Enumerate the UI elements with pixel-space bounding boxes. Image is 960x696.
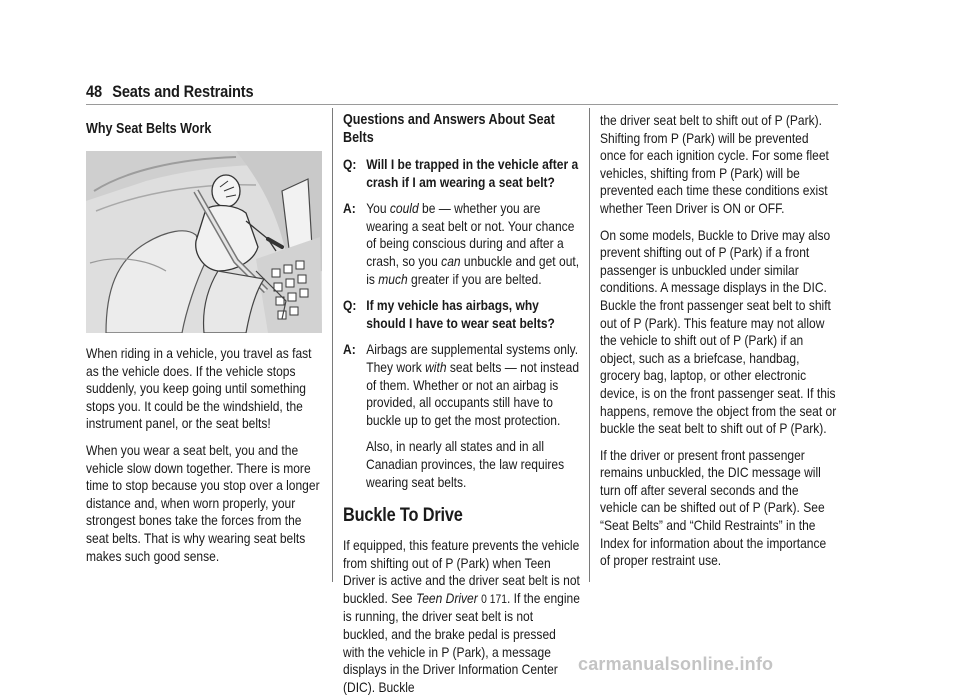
- column-divider: [332, 108, 333, 582]
- answer-label: A:: [343, 200, 356, 217]
- indented-note: Also, in nearly all states and in all Canadian provinces, the law requires wearing seat belts.: [366, 438, 565, 490]
- watermark: carmanualsonline.info: [578, 654, 774, 674]
- paragraph: When riding in a vehicle, you travel as fast as the vehicle does. If the vehicle stops suddenly, you keep going until something stops you. It could be the windshield, the instrument panel, or the seat belts!: [86, 345, 312, 432]
- paragraph: If equipped, this feature prevents the vehicle from shifting out of P (Park) when Teen Driver is active and the driver seat belt is not buckled. See Teen Driver 0 171. If the engine is running, the driver seat belt is not buckled, and the brake pedal is pressed with the vehicle in P (Park), a message displays in the Driver Information Center (DIC). Buckle: [343, 537, 580, 695]
- question-label: Q:: [343, 297, 357, 314]
- question-2: [343, 297, 580, 332]
- heading-why-seat-belts-work: Why Seat Belts Work: [86, 121, 212, 137]
- question-text: Will I be trapped in the vehicle after a crash if I am wearing a seat belt?: [366, 156, 579, 190]
- paragraph: When you wear a seat belt, you and the vehicle slow down together. There is more time to stop because you stop over a longer distance and, when worn properly, your strongest bones take the forces from the seat belts. That is why wearing seat belts makes such good sense.: [86, 441, 320, 564]
- column-1: [86, 108, 324, 565]
- column-3: [600, 108, 838, 570]
- header-rule: [86, 104, 838, 105]
- question-label: Q:: [343, 156, 357, 172]
- running-head: [86, 82, 253, 102]
- heading-buckle-to-drive: Buckle To Drive: [343, 505, 463, 527]
- seat-belt-crash-illustration-icon: [86, 151, 322, 333]
- question-1: [343, 156, 580, 191]
- section-title: Seats and Restraints: [112, 82, 254, 101]
- paragraph: If the driver or present front passenger remains unbuckled, the DIC message will turn off after several seconds and the vehicle can be shifted out of P (Park). See “Seat Belts” and “Child Restraints” in the Index for information about the importance of proper restraint use.: [600, 446, 827, 569]
- answer-2: [343, 341, 580, 429]
- answer-text: You could be — whether you are wearing a seat belt or not. Your chance of being conscious during and after a crash, so you can unbuckle and get out, is much greater if you are belted.: [366, 200, 580, 287]
- answer-1: [343, 200, 580, 288]
- answer-label: A:: [343, 341, 356, 358]
- page-number: 48: [86, 82, 102, 101]
- column-2: [343, 108, 581, 696]
- column-divider: [589, 108, 590, 582]
- paragraph: the driver seat belt to shift out of P (Park). Shifting from P (Park) will be prevented once for each ignition cycle. For some fleet vehicles, shifting from P (Park) will be prevented each time these conditions exist whether Teen Driver is ON or OFF.: [600, 112, 829, 216]
- paragraph: On some models, Buckle to Drive may also prevent shifting out of P (Park) if a front passenger is unbuckled under similar conditions. A message displays in the DIC. Buckle the front passenger seat belt to shift out of P (Park). This feature may not allow the vehicle to shift out of P (Park) if an object, such as a briefcase, handbag, grocery bag, laptop, or other electronic device, is on the front passenger seat. If this happens, remove the object from the seat or buckle the seat belt to shift out of P (Park).: [600, 226, 837, 437]
- heading-questions-and-answers: Questions and Answers About Seat Belts: [343, 112, 555, 146]
- question-text: If my vehicle has airbags, why should I have to wear seat belts?: [366, 297, 555, 331]
- cross-reference[interactable]: 0 171: [481, 591, 507, 606]
- answer-text: Airbags are supplemental systems only. They work with seat belts — not instead of them. Whether or not an airbag is provided, all occupants still have to buckle up to get the most protection.: [366, 341, 580, 428]
